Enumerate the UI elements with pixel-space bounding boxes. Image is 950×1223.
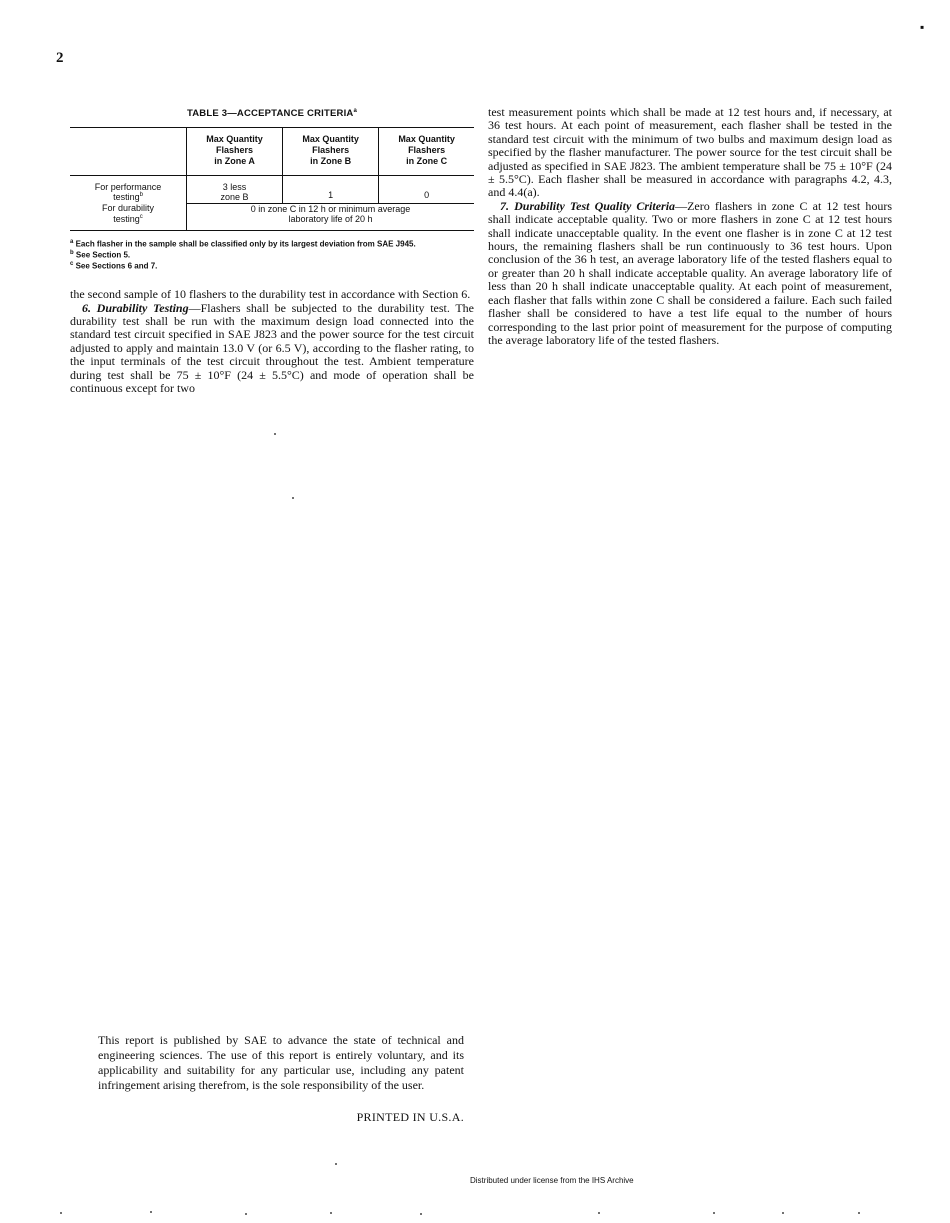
table-footnotes xyxy=(70,239,474,272)
header-zone-a: Max Quantity Flashers in Zone A xyxy=(187,128,283,175)
page-number: 2 xyxy=(56,50,64,66)
distribution-notice: Distributed under license from the IHS Archive xyxy=(470,1176,634,1185)
scan-speck xyxy=(150,1211,152,1213)
cell-performance-zone-a: 3 less zone B xyxy=(220,181,249,203)
scan-speck xyxy=(858,1212,860,1214)
scan-speck xyxy=(245,1213,247,1215)
footnote-a: $^a$ Each flasher in the sample shall be classified only by its largest deviation from SAE J945. xyxy=(70,238,416,249)
scan-speck xyxy=(420,1213,422,1215)
scan-speck xyxy=(598,1212,600,1214)
table-title-mark: a xyxy=(353,108,358,114)
printed-in-usa: PRINTED IN U.S.A. xyxy=(356,1110,464,1124)
scan-speck xyxy=(60,1212,62,1214)
scan-speck xyxy=(713,1212,715,1214)
scan-speck xyxy=(782,1212,784,1214)
section-7-text: —Zero flashers in zone C at 12 test hours shall indicate acceptable quality. Two or more flashers in zone C at 12 test hours shall indicate unacceptable quality. In the event one flasher is in zone C at 12 test hours, the remaining flashers shall be run continuously to 36 test hours. Upon conclusion of the 36 h test, an average laboratory life of the tested flashers equal to or greater than 20 h shall indicate acceptable quality. An average laboratory life of less than 20 h shall indicate unacceptable quality. At each point of measurement, each flasher that falls within zone C shall be considered a failure. Each such failed flasher shall be considered to have a test life equal to the number of hours corresponding to the last prior point of measurement for the purpose of computing the average laboratory life of the tested flashers. xyxy=(488,198,892,347)
table-header-row xyxy=(70,128,474,175)
table-row-durability xyxy=(70,203,474,230)
table-header-blank xyxy=(70,128,187,175)
right-column xyxy=(488,106,892,347)
cell-durability-value: 0 in zone C in 12 h or minimum average laboratory life of 20 h xyxy=(187,203,475,230)
left-column xyxy=(70,106,474,395)
publisher-disclaimer: This report is published by SAE to advance the state of technical and engineering sciences. The use of this report is entirely voluntary, and its applicability and suitability for any particular use, including any patent infringement arising therefrom, is the sole responsibility of the user. xyxy=(98,1033,464,1092)
right-body-text xyxy=(488,106,892,347)
section-7-heading: 7. Durability Test Quality Criteria xyxy=(500,198,676,213)
cell-performance-zone-c: 0 xyxy=(379,175,474,203)
section-6-heading: 6. Durability Testing xyxy=(82,300,189,315)
footnote-c: $^c$ See Sections 6 and 7. xyxy=(70,261,158,271)
scan-mark: ▪ xyxy=(920,20,925,34)
paragraph-section-6 xyxy=(70,302,474,396)
scan-speck xyxy=(292,497,294,499)
header-zone-c: Max Quantity Flashers in Zone C xyxy=(379,128,474,175)
row-label-performance: For performance testing$^b$ xyxy=(70,175,187,203)
footnote-b: $^b$ See Section 5. xyxy=(70,250,131,260)
table-row-performance xyxy=(70,175,474,203)
section-6-text: —Flashers shall be subjected to the durability test. The durability test shall be run with the maximum design load connected into the standard test circuit specified in SAE J823 and the power source for the test circuit adjusted to apply and maintain 13.0 V (or 6.5 V), according to the flasher rating, to the input terminals of the test circuit throughout the test. Ambient temperature during test shall be 75 ± 10°F (24 ± 5.5°C) and mode of operation shall be continuous except for two xyxy=(70,300,474,395)
scan-speck xyxy=(335,1163,337,1165)
header-zone-b: Max Quantity Flashers in Zone B xyxy=(283,128,379,175)
table-title xyxy=(70,108,474,119)
paragraph-continuation-left: the second sample of 10 flashers to the durability test in accordance with Section 6. xyxy=(70,287,471,302)
paragraph-continuation-right: test measurement points which shall be made at 12 test hours and, if necessary, at 36 test hours. At each point of measurement, each flasher shall be tested in the standard test circuit with the minimum of two bulbs and maximum design load as specified by the flasher manufacturer. The power source for the test circuit shall be adjusted as specified in SAE J823. The ambient temperature shall be 75 ± 10°F (24 ± 5.5°C). Each flasher shall be measured in accordance with paragraphs 4.2, 4.3, and 4.4(a). xyxy=(488,105,892,200)
left-body-text xyxy=(70,288,474,395)
acceptance-criteria-table xyxy=(70,127,474,231)
table-title-text: TABLE 3—ACCEPTANCE CRITERIA xyxy=(186,108,354,120)
paragraph-section-7 xyxy=(488,200,892,347)
scan-speck xyxy=(274,433,276,435)
scan-speck xyxy=(330,1212,332,1214)
cell-performance-zone-b: 1 xyxy=(283,175,379,203)
row-label-durability: For durability testing$^c$ xyxy=(70,203,187,230)
